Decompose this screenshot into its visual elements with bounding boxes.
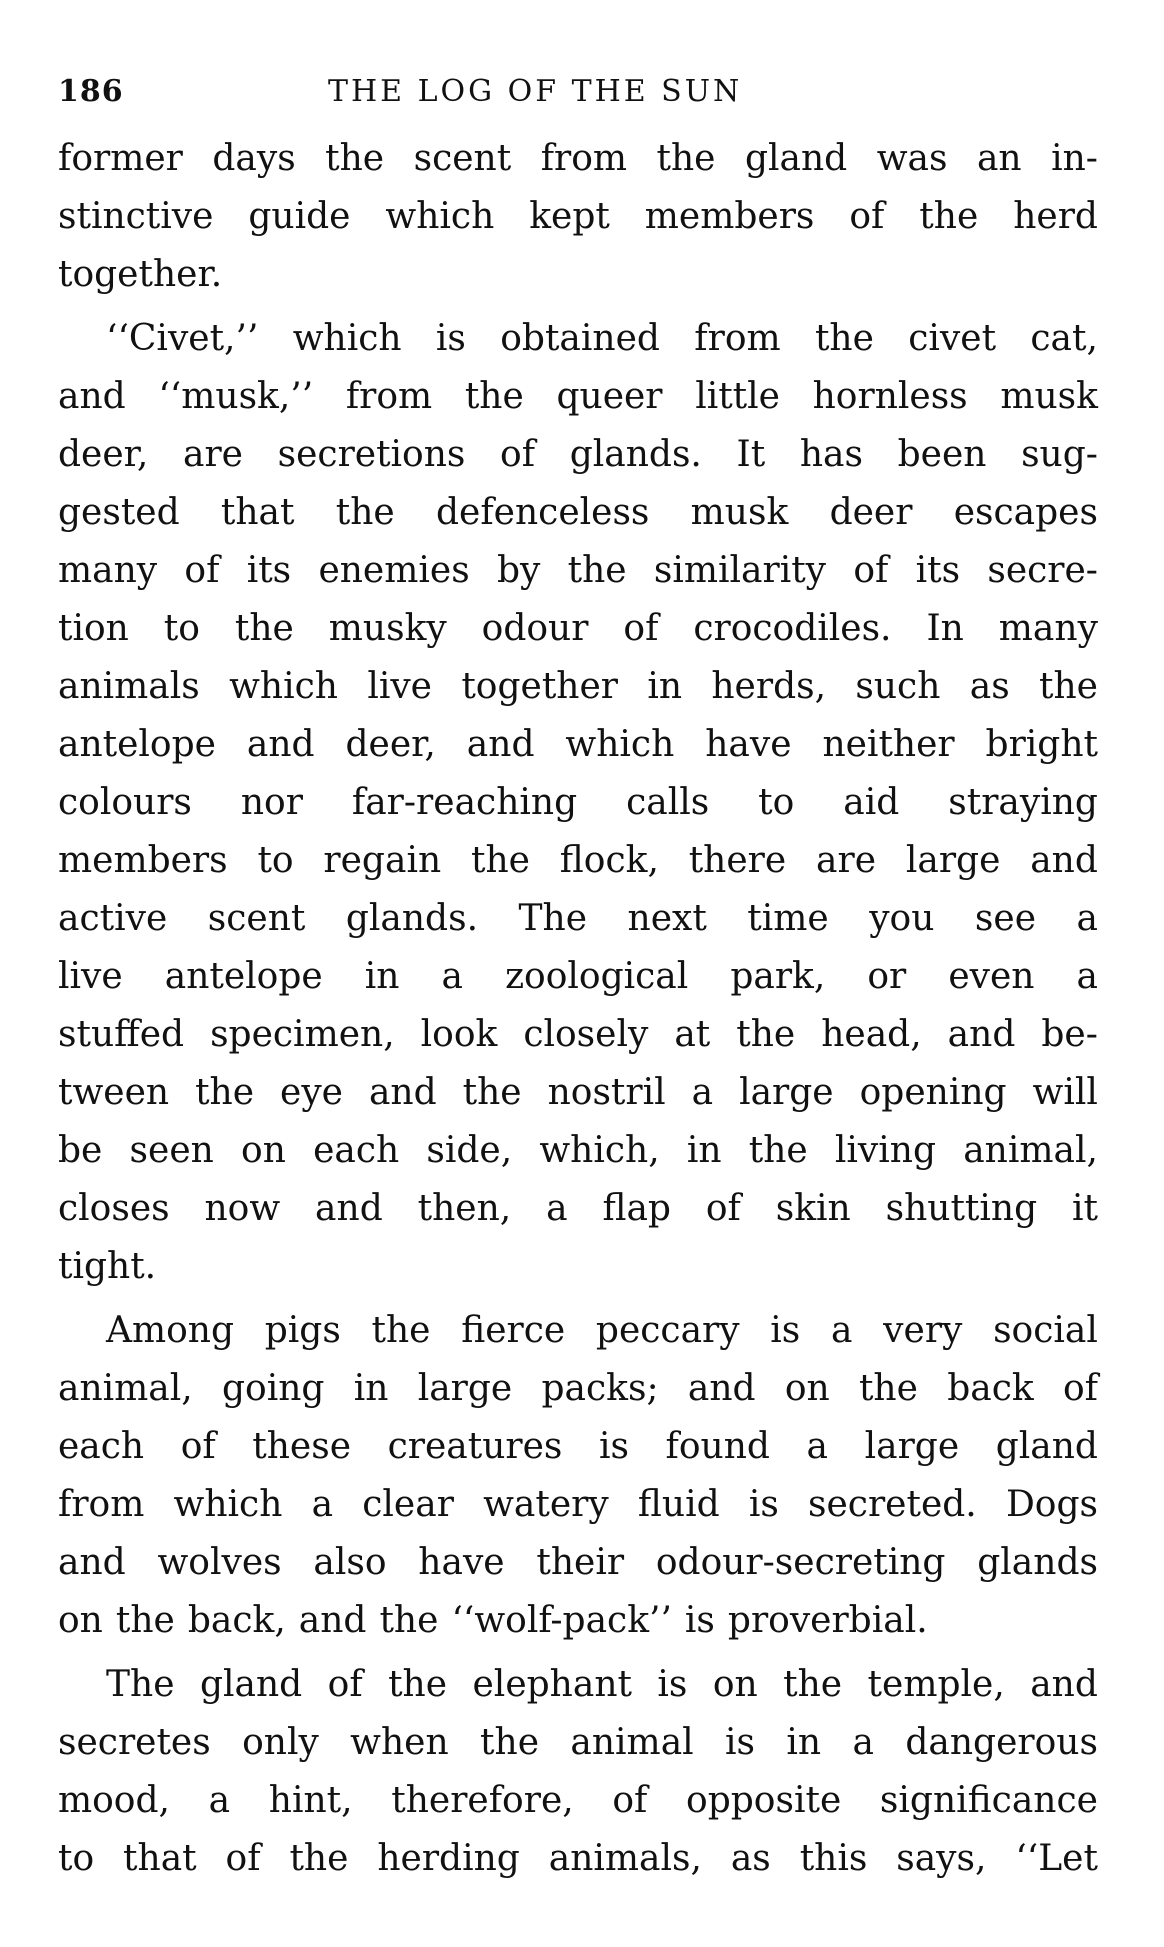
text-line: and ‘‘musk,’’ from the queer little hornless musk	[58, 376, 1098, 417]
text-line: animals which live together in herds, such as the	[58, 666, 1098, 707]
body-text	[58, 130, 1098, 1888]
text-line: tion to the musky odour of crocodiles. In many	[58, 608, 1098, 649]
text-line: from which a clear watery fluid is secreted. Dogs	[58, 1484, 1098, 1525]
text-line: members to regain the flock, there are large and	[58, 840, 1098, 881]
text-line: active scent glands. The next time you see a	[58, 898, 1098, 939]
text-line: stuffed specimen, look closely at the head, and be-	[58, 1014, 1098, 1055]
text-line: tween the eye and the nostril a large opening will	[58, 1072, 1098, 1113]
text-line: gested that the defenceless musk deer escapes	[58, 492, 1098, 533]
text-line: Among pigs the fierce peccary is a very social	[106, 1310, 1098, 1351]
text-line: closes now and then, a flap of skin shutting it	[58, 1188, 1098, 1229]
paragraph	[58, 1656, 1098, 1888]
text-line: stinctive guide which kept members of the herd	[58, 196, 1098, 237]
running-title: THE LOG OF THE SUN	[328, 74, 743, 109]
text-line: together.	[58, 254, 223, 295]
text-line: and wolves also have their odour-secreting glands	[58, 1542, 1098, 1583]
text-line: colours nor far-reaching calls to aid straying	[58, 782, 1098, 823]
running-head	[58, 70, 1098, 126]
text-line: animal, going in large packs; and on the back of	[58, 1368, 1098, 1409]
text-line: The gland of the elephant is on the temple, and	[106, 1664, 1098, 1705]
text-line: on the back, and the ‘‘wolf-pack’’ is proverbial.	[58, 1600, 928, 1641]
page-number: 186	[58, 74, 124, 109]
text-line: many of its enemies by the similarity of its secre-	[58, 550, 1098, 591]
text-line: ‘‘Civet,’’ which is obtained from the civet cat,	[106, 318, 1098, 359]
text-line: live antelope in a zoological park, or even a	[58, 956, 1098, 997]
text-line: be seen on each side, which, in the living animal,	[58, 1130, 1098, 1171]
paragraph	[58, 1302, 1098, 1650]
paragraph	[58, 310, 1098, 1296]
text-line: secretes only when the animal is in a dangerous	[58, 1722, 1098, 1763]
text-line: tight.	[58, 1246, 157, 1287]
text-line: each of these creatures is found a large gland	[58, 1426, 1098, 1467]
text-line: former days the scent from the gland was an in-	[58, 138, 1098, 179]
text-line: to that of the herding animals, as this says, ‘‘Let	[58, 1838, 1098, 1879]
text-line: deer, are secretions of glands. It has been sug-	[58, 434, 1098, 475]
paragraph	[58, 130, 1098, 304]
text-line: antelope and deer, and which have neither bright	[58, 724, 1098, 765]
book-page	[58, 70, 1098, 1888]
text-line: mood, a hint, therefore, of opposite significance	[58, 1780, 1098, 1821]
